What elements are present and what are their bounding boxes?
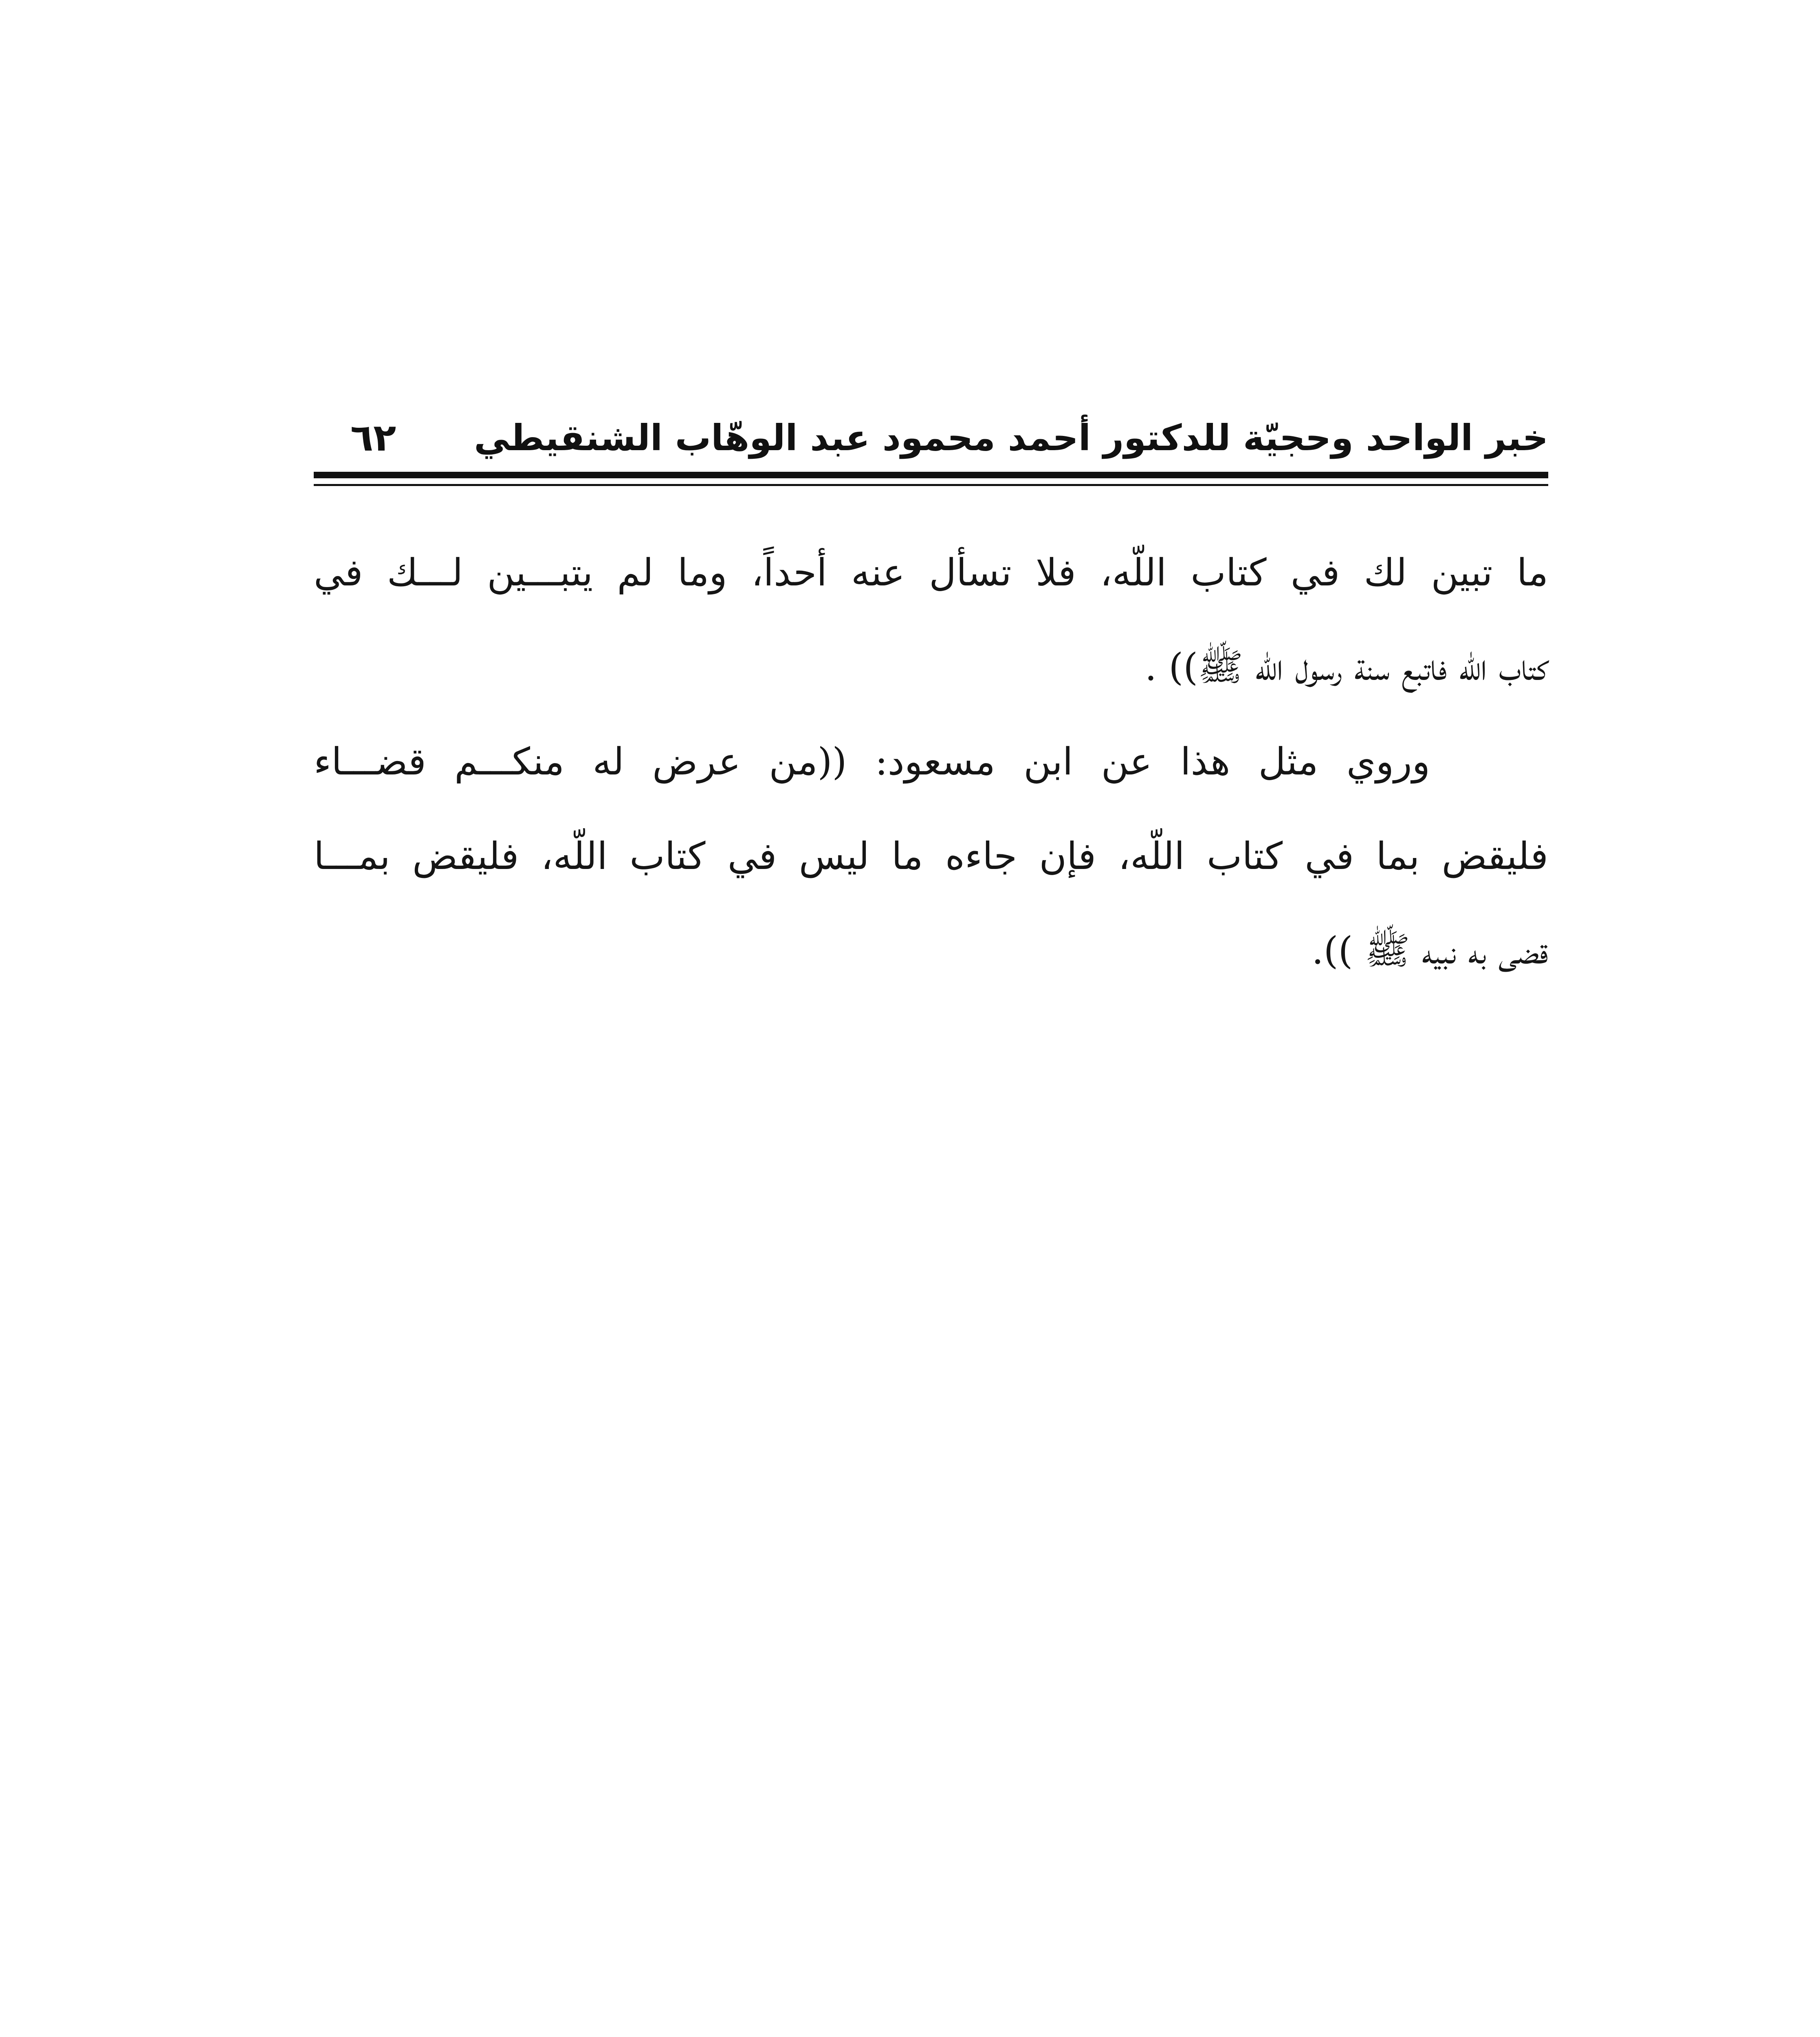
- text-line: ما تبين لك في كتاب اللّه، فلا تسأل عنه أحداً، وما لم يتبـــين لـــك في: [314, 551, 1548, 594]
- header-rule-thin: [314, 484, 1548, 486]
- page-number: ٦٢: [350, 416, 396, 460]
- header-title: خبر الواحد وحجيّة للدكتور أحمد محمود عبد الوهّاب الشنقيطي: [474, 417, 1548, 459]
- running-header: [314, 411, 1548, 473]
- text-line: وروي مثل هذا عن ابن مسعود: ((من عرض له منكـــم قضـــاء: [314, 740, 1430, 783]
- text-line: كتاب اللّه فاتبع سنة رسول اللّه ﷺ)) .: [1144, 645, 1548, 689]
- body-text: [314, 526, 1548, 998]
- header-rule-thick: [314, 472, 1548, 478]
- text-line: قضى به نبيه ﷺ )).: [1312, 929, 1548, 972]
- text-line: فليقض بما في كتاب اللّه، فإن جاءه ما ليس في كتاب اللّه، فليقض بمـــا: [314, 834, 1548, 878]
